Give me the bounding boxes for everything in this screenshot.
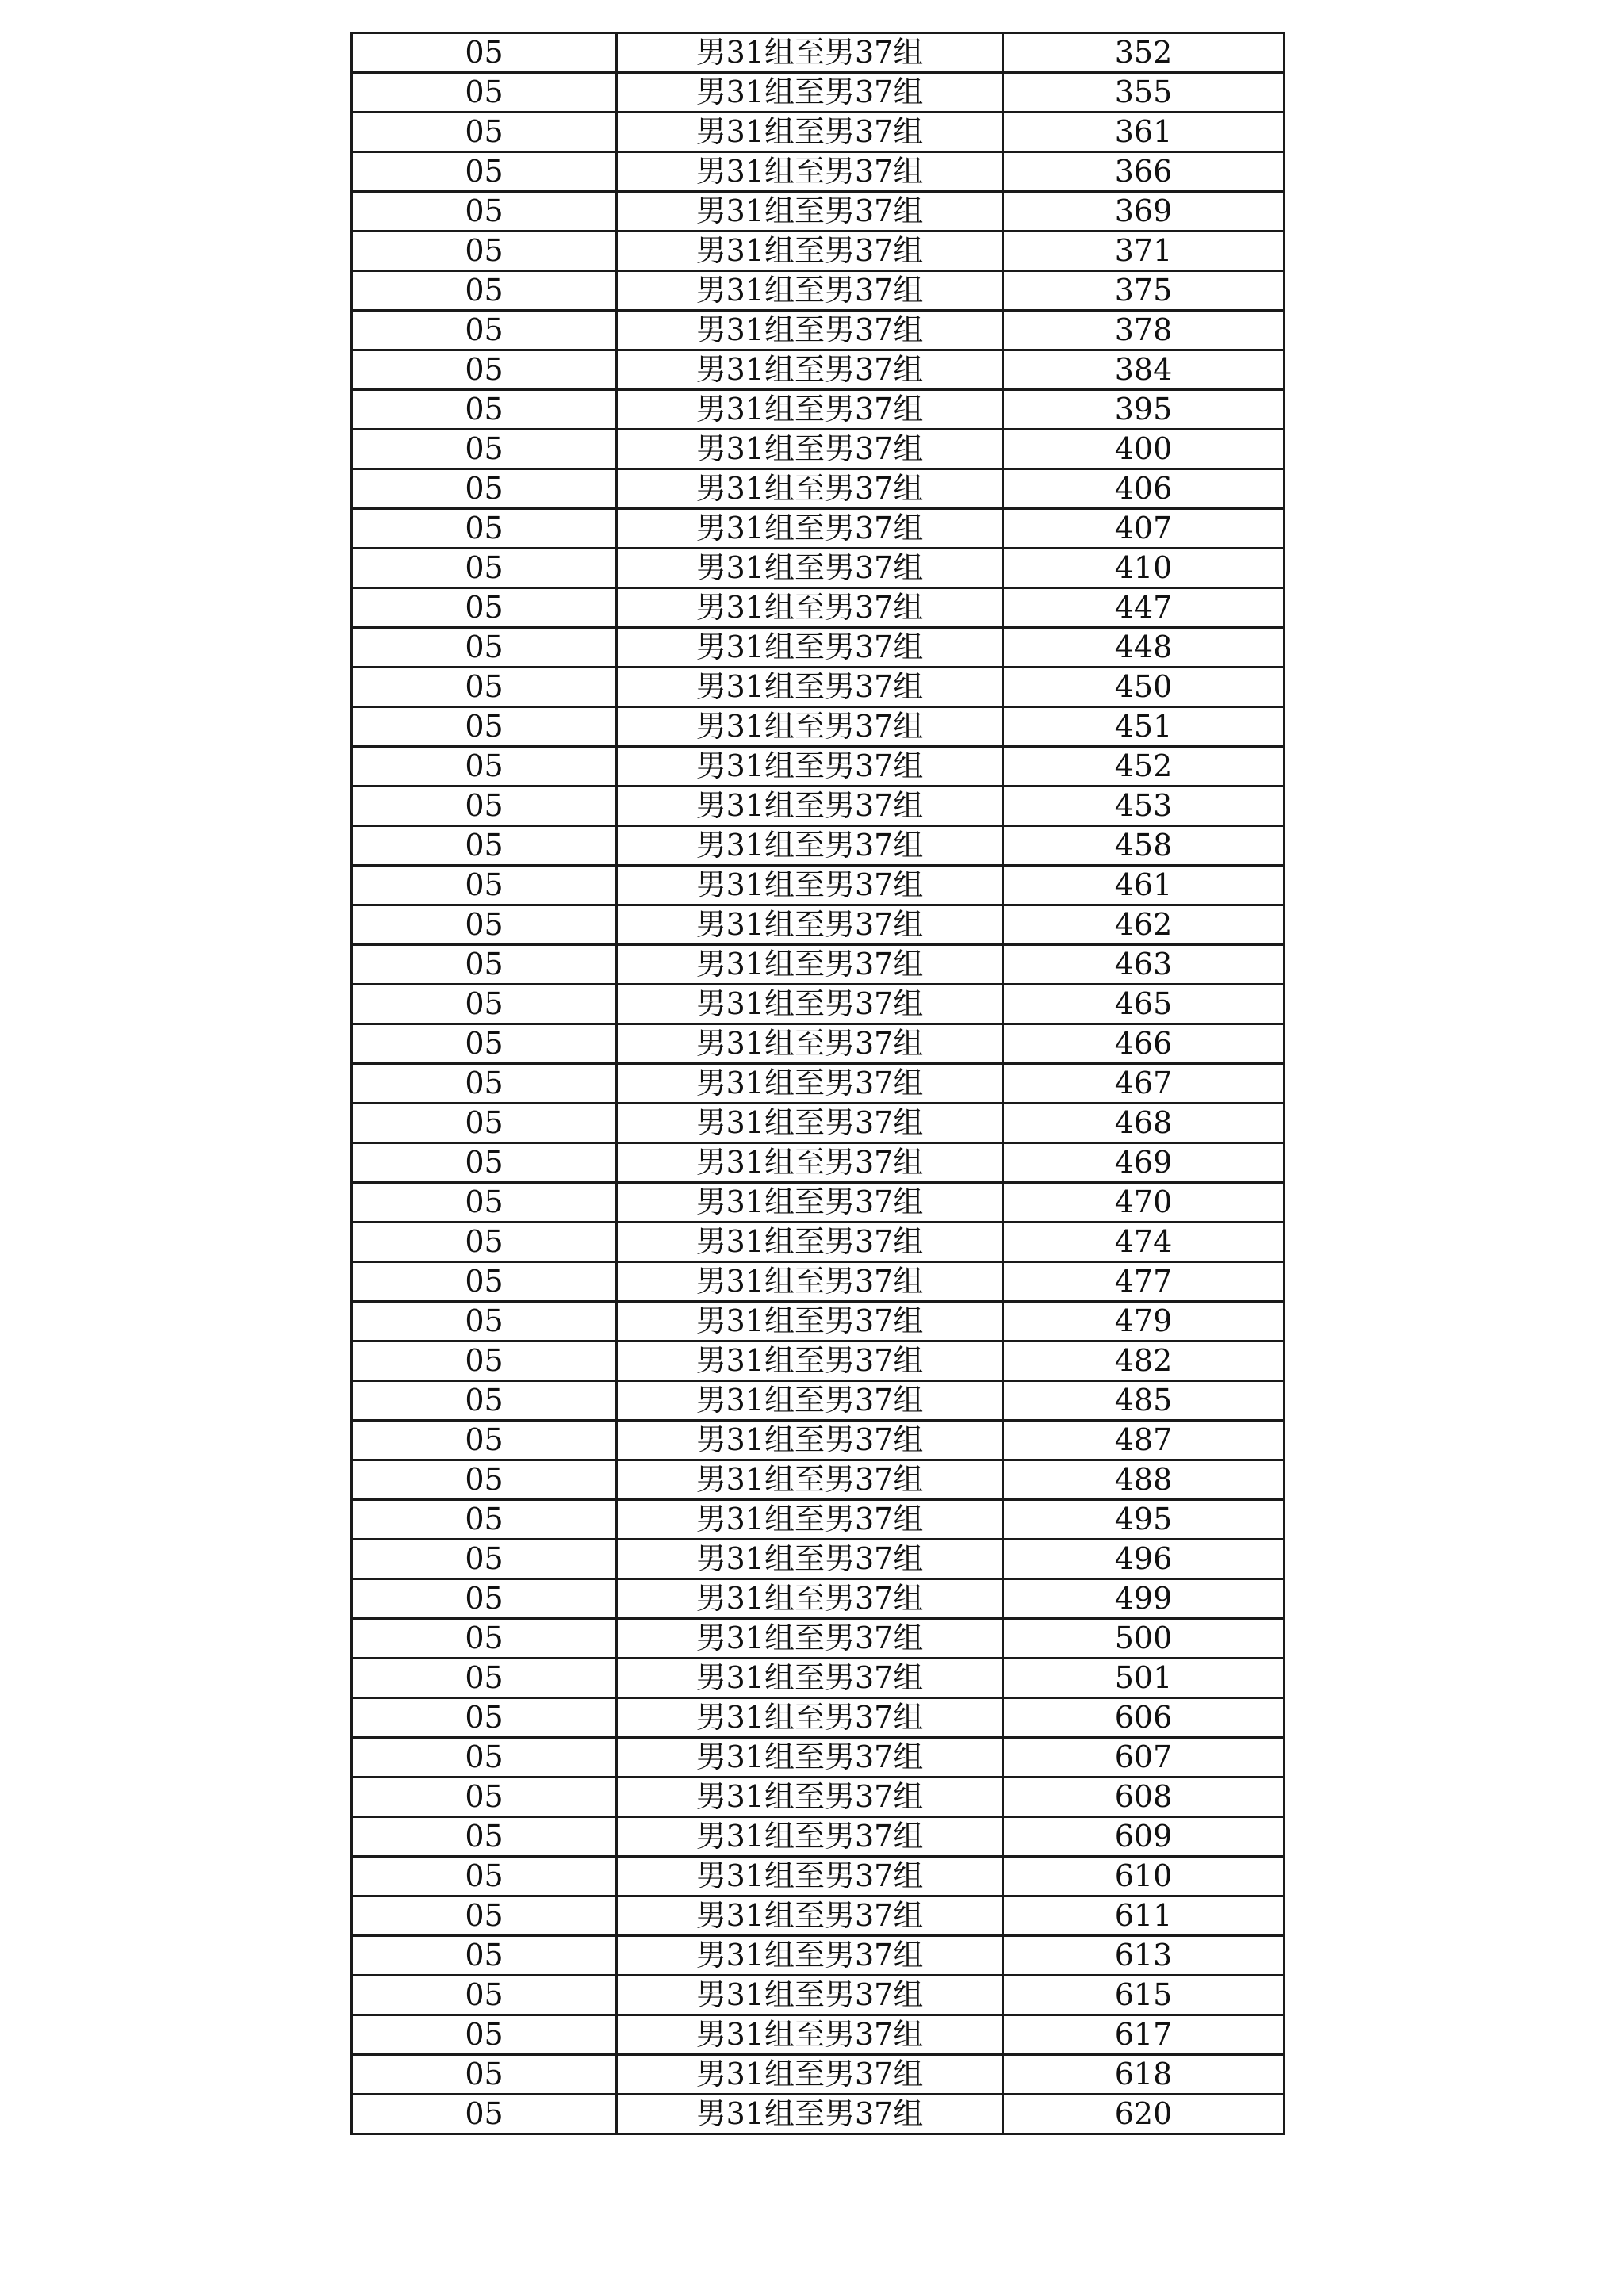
number-cell: 611 <box>1003 1896 1285 1936</box>
code-cell: 05 <box>352 509 617 549</box>
group-range-cell: 男31组至男37组 <box>617 152 1003 192</box>
number-cell: 450 <box>1003 668 1285 707</box>
code-cell: 05 <box>352 905 617 945</box>
table-row <box>352 1619 1285 1659</box>
number-cell: 406 <box>1003 469 1285 509</box>
number-cell: 352 <box>1003 33 1285 73</box>
number-cell: 400 <box>1003 430 1285 469</box>
group-range-cell: 男31组至男37组 <box>617 1857 1003 1896</box>
group-range-cell: 男31组至男37组 <box>617 747 1003 786</box>
code-cell: 05 <box>352 1381 617 1421</box>
code-cell: 05 <box>352 628 617 668</box>
number-cell: 482 <box>1003 1341 1285 1381</box>
group-range-cell: 男31组至男37组 <box>617 1579 1003 1619</box>
group-range-cell: 男31组至男37组 <box>617 430 1003 469</box>
table-row <box>352 2015 1285 2055</box>
group-range-cell: 男31组至男37组 <box>617 1698 1003 1738</box>
number-cell: 487 <box>1003 1421 1285 1460</box>
table-row <box>352 430 1285 469</box>
group-range-cell: 男31组至男37组 <box>617 1619 1003 1659</box>
group-range-cell: 男31组至男37组 <box>617 1659 1003 1698</box>
number-cell: 501 <box>1003 1659 1285 1698</box>
number-cell: 470 <box>1003 1183 1285 1223</box>
code-cell: 05 <box>352 2095 617 2134</box>
table-row <box>352 1341 1285 1381</box>
code-cell: 05 <box>352 1896 617 1936</box>
number-cell: 378 <box>1003 311 1285 350</box>
table-row <box>352 1460 1285 1500</box>
table-row <box>352 2055 1285 2095</box>
table-row <box>352 1896 1285 1936</box>
group-range-cell: 男31组至男37组 <box>617 469 1003 509</box>
table-row <box>352 905 1285 945</box>
number-cell: 495 <box>1003 1500 1285 1540</box>
number-cell: 463 <box>1003 945 1285 985</box>
table-row <box>352 152 1285 192</box>
code-cell: 05 <box>352 1579 617 1619</box>
table-row <box>352 866 1285 905</box>
group-range-cell: 男31组至男37组 <box>617 33 1003 73</box>
code-cell: 05 <box>352 1777 617 1817</box>
group-range-cell: 男31组至男37组 <box>617 786 1003 826</box>
group-range-cell: 男31组至男37组 <box>617 905 1003 945</box>
table-row <box>352 1659 1285 1698</box>
table-row <box>352 1738 1285 1777</box>
number-cell: 620 <box>1003 2095 1285 2134</box>
number-cell: 607 <box>1003 1738 1285 1777</box>
table-row <box>352 1223 1285 1262</box>
number-cell: 371 <box>1003 232 1285 271</box>
code-cell: 05 <box>352 1857 617 1896</box>
table-row <box>352 1698 1285 1738</box>
group-range-cell: 男31组至男37组 <box>617 271 1003 311</box>
group-range-cell: 男31组至男37组 <box>617 588 1003 628</box>
table-row <box>352 1579 1285 1619</box>
number-cell: 448 <box>1003 628 1285 668</box>
code-cell: 05 <box>352 1738 617 1777</box>
group-range-cell: 男31组至男37组 <box>617 1183 1003 1223</box>
group-range-cell: 男31组至男37组 <box>617 1104 1003 1143</box>
code-cell: 05 <box>352 1540 617 1579</box>
group-range-cell: 男31组至男37组 <box>617 866 1003 905</box>
number-cell: 453 <box>1003 786 1285 826</box>
table-row <box>352 1857 1285 1896</box>
number-cell: 462 <box>1003 905 1285 945</box>
number-cell: 451 <box>1003 707 1285 747</box>
table-row <box>352 1183 1285 1223</box>
table-row <box>352 985 1285 1024</box>
table-row <box>352 509 1285 549</box>
group-range-cell: 男31组至男37组 <box>617 1817 1003 1857</box>
number-cell: 361 <box>1003 113 1285 152</box>
code-cell: 05 <box>352 73 617 113</box>
table-row <box>352 390 1285 430</box>
code-cell: 05 <box>352 866 617 905</box>
group-range-cell: 男31组至男37组 <box>617 1262 1003 1302</box>
code-cell: 05 <box>352 1460 617 1500</box>
group-range-cell: 男31组至男37组 <box>617 1064 1003 1104</box>
code-cell: 05 <box>352 1619 617 1659</box>
code-cell: 05 <box>352 786 617 826</box>
group-range-cell: 男31组至男37组 <box>617 1421 1003 1460</box>
table-row <box>352 588 1285 628</box>
group-range-cell: 男31组至男37组 <box>617 945 1003 985</box>
group-range-cell: 男31组至男37组 <box>617 1341 1003 1381</box>
code-cell: 05 <box>352 1183 617 1223</box>
group-range-cell: 男31组至男37组 <box>617 1381 1003 1421</box>
number-cell: 618 <box>1003 2055 1285 2095</box>
code-cell: 05 <box>352 2015 617 2055</box>
group-range-cell: 男31组至男37组 <box>617 509 1003 549</box>
code-cell: 05 <box>352 1024 617 1064</box>
group-range-cell: 男31组至男37组 <box>617 1976 1003 2015</box>
group-range-cell: 男31组至男37组 <box>617 1936 1003 1976</box>
table-row <box>352 1262 1285 1302</box>
code-cell: 05 <box>352 33 617 73</box>
number-cell: 488 <box>1003 1460 1285 1500</box>
group-range-cell: 男31组至男37组 <box>617 707 1003 747</box>
code-cell: 05 <box>352 390 617 430</box>
code-cell: 05 <box>352 549 617 588</box>
code-cell: 05 <box>352 192 617 232</box>
table-row <box>352 113 1285 152</box>
code-cell: 05 <box>352 1341 617 1381</box>
group-range-cell: 男31组至男37组 <box>617 1223 1003 1262</box>
table-row <box>352 350 1285 390</box>
group-range-cell: 男31组至男37组 <box>617 1143 1003 1183</box>
table-row <box>352 826 1285 866</box>
number-cell: 615 <box>1003 1976 1285 2015</box>
table-row <box>352 747 1285 786</box>
table-row <box>352 1143 1285 1183</box>
table-row <box>352 1064 1285 1104</box>
group-range-cell: 男31组至男37组 <box>617 549 1003 588</box>
table-row <box>352 271 1285 311</box>
code-cell: 05 <box>352 1421 617 1460</box>
table-row <box>352 786 1285 826</box>
group-range-cell: 男31组至男37组 <box>617 1024 1003 1064</box>
table-row <box>352 1817 1285 1857</box>
number-cell: 479 <box>1003 1302 1285 1341</box>
code-cell: 05 <box>352 1698 617 1738</box>
number-cell: 366 <box>1003 152 1285 192</box>
group-range-cell: 男31组至男37组 <box>617 1540 1003 1579</box>
number-cell: 617 <box>1003 2015 1285 2055</box>
number-cell: 461 <box>1003 866 1285 905</box>
number-cell: 355 <box>1003 73 1285 113</box>
group-range-cell: 男31组至男37组 <box>617 985 1003 1024</box>
table-row <box>352 73 1285 113</box>
table-row <box>352 628 1285 668</box>
code-cell: 05 <box>352 350 617 390</box>
group-range-cell: 男31组至男37组 <box>617 192 1003 232</box>
table-row <box>352 549 1285 588</box>
number-cell: 447 <box>1003 588 1285 628</box>
code-cell: 05 <box>352 707 617 747</box>
code-cell: 05 <box>352 469 617 509</box>
number-cell: 466 <box>1003 1024 1285 1064</box>
group-range-cell: 男31组至男37组 <box>617 113 1003 152</box>
group-range-cell: 男31组至男37组 <box>617 628 1003 668</box>
number-cell: 369 <box>1003 192 1285 232</box>
number-cell: 496 <box>1003 1540 1285 1579</box>
code-cell: 05 <box>352 430 617 469</box>
number-cell: 610 <box>1003 1857 1285 1896</box>
table-row <box>352 232 1285 271</box>
code-cell: 05 <box>352 1659 617 1698</box>
number-cell: 474 <box>1003 1223 1285 1262</box>
code-cell: 05 <box>352 1500 617 1540</box>
number-cell: 407 <box>1003 509 1285 549</box>
number-cell: 609 <box>1003 1817 1285 1857</box>
code-cell: 05 <box>352 1223 617 1262</box>
group-range-cell: 男31组至男37组 <box>617 1302 1003 1341</box>
table-row <box>352 1024 1285 1064</box>
group-range-cell: 男31组至男37组 <box>617 2055 1003 2095</box>
code-cell: 05 <box>352 1976 617 2015</box>
group-range-cell: 男31组至男37组 <box>617 232 1003 271</box>
number-cell: 469 <box>1003 1143 1285 1183</box>
number-cell: 606 <box>1003 1698 1285 1738</box>
code-cell: 05 <box>352 113 617 152</box>
number-cell: 613 <box>1003 1936 1285 1976</box>
code-cell: 05 <box>352 1064 617 1104</box>
table-row <box>352 192 1285 232</box>
group-range-cell: 男31组至男37组 <box>617 1500 1003 1540</box>
group-range-cell: 男31组至男37组 <box>617 1738 1003 1777</box>
table-row <box>352 33 1285 73</box>
code-cell: 05 <box>352 1817 617 1857</box>
table-row <box>352 1302 1285 1341</box>
data-table <box>350 32 1285 2135</box>
table-row <box>352 1540 1285 1579</box>
code-cell: 05 <box>352 1936 617 1976</box>
code-cell: 05 <box>352 588 617 628</box>
number-cell: 452 <box>1003 747 1285 786</box>
code-cell: 05 <box>352 271 617 311</box>
table-row <box>352 1976 1285 2015</box>
number-cell: 468 <box>1003 1104 1285 1143</box>
number-cell: 485 <box>1003 1381 1285 1421</box>
table-row <box>352 668 1285 707</box>
number-cell: 375 <box>1003 271 1285 311</box>
table-row <box>352 945 1285 985</box>
code-cell: 05 <box>352 1143 617 1183</box>
code-cell: 05 <box>352 2055 617 2095</box>
group-range-cell: 男31组至男37组 <box>617 73 1003 113</box>
group-range-cell: 男31组至男37组 <box>617 2095 1003 2134</box>
number-cell: 499 <box>1003 1579 1285 1619</box>
code-cell: 05 <box>352 1104 617 1143</box>
code-cell: 05 <box>352 311 617 350</box>
code-cell: 05 <box>352 1302 617 1341</box>
group-range-cell: 男31组至男37组 <box>617 390 1003 430</box>
code-cell: 05 <box>352 826 617 866</box>
number-cell: 608 <box>1003 1777 1285 1817</box>
table-row <box>352 1936 1285 1976</box>
code-cell: 05 <box>352 945 617 985</box>
table-row <box>352 1500 1285 1540</box>
table-row <box>352 707 1285 747</box>
number-cell: 465 <box>1003 985 1285 1024</box>
table-row <box>352 1421 1285 1460</box>
group-range-cell: 男31组至男37组 <box>617 311 1003 350</box>
group-range-cell: 男31组至男37组 <box>617 826 1003 866</box>
group-range-cell: 男31组至男37组 <box>617 2015 1003 2055</box>
table-row <box>352 1777 1285 1817</box>
group-range-cell: 男31组至男37组 <box>617 668 1003 707</box>
table-row <box>352 2095 1285 2134</box>
number-cell: 500 <box>1003 1619 1285 1659</box>
code-cell: 05 <box>352 152 617 192</box>
number-cell: 467 <box>1003 1064 1285 1104</box>
group-range-cell: 男31组至男37组 <box>617 350 1003 390</box>
number-cell: 458 <box>1003 826 1285 866</box>
table-row <box>352 469 1285 509</box>
number-cell: 477 <box>1003 1262 1285 1302</box>
table-body <box>352 33 1285 2134</box>
code-cell: 05 <box>352 985 617 1024</box>
number-cell: 395 <box>1003 390 1285 430</box>
group-range-cell: 男31组至男37组 <box>617 1460 1003 1500</box>
table-row <box>352 1104 1285 1143</box>
code-cell: 05 <box>352 232 617 271</box>
code-cell: 05 <box>352 668 617 707</box>
code-cell: 05 <box>352 1262 617 1302</box>
number-cell: 384 <box>1003 350 1285 390</box>
number-cell: 410 <box>1003 549 1285 588</box>
group-range-cell: 男31组至男37组 <box>617 1896 1003 1936</box>
group-range-cell: 男31组至男37组 <box>617 1777 1003 1817</box>
table-row <box>352 1381 1285 1421</box>
table-row <box>352 311 1285 350</box>
code-cell: 05 <box>352 747 617 786</box>
